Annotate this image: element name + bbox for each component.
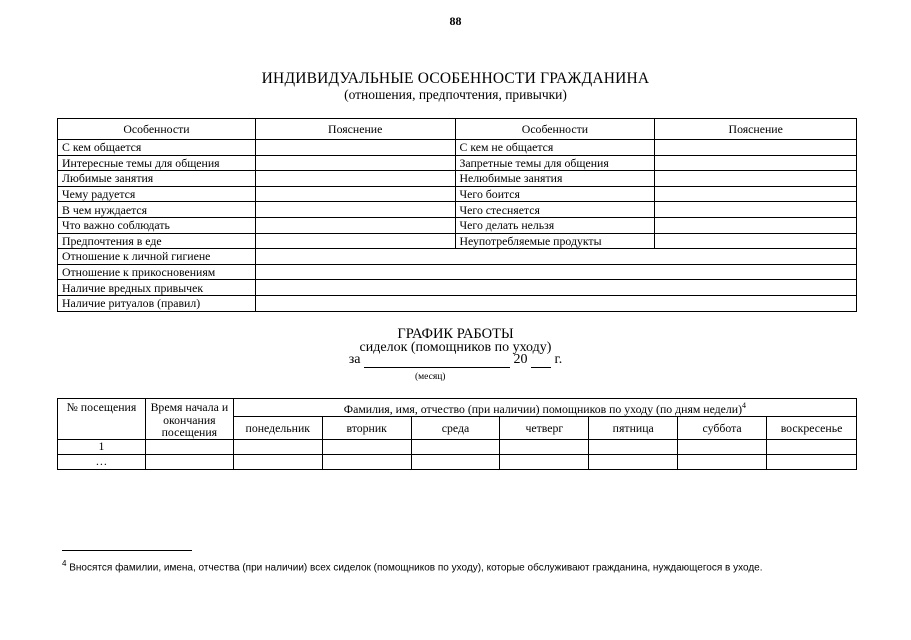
explanation-cell[interactable]: [655, 202, 857, 218]
year-blank[interactable]: [531, 353, 551, 368]
feature-label: С кем общается: [58, 140, 256, 156]
explanation-cell[interactable]: [255, 217, 455, 233]
header-feature-right: Особенности: [455, 119, 655, 140]
explanation-cell-wide[interactable]: [255, 264, 856, 280]
header-feature-left: Особенности: [58, 119, 256, 140]
table-row: [58, 217, 857, 233]
features-table: [57, 118, 857, 312]
header-assistants-label: Фамилия, имя, отчество (при наличии) помощников по уходу (по дням недели): [343, 401, 743, 416]
feature-label: С кем не общается: [455, 140, 655, 156]
schedule-cell[interactable]: [411, 439, 500, 454]
explanation-cell[interactable]: [655, 233, 857, 249]
schedule-cell[interactable]: [589, 439, 678, 454]
schedule-cell[interactable]: [500, 454, 589, 469]
feature-label: Чего делать нельзя: [455, 217, 655, 233]
day-thursday: четверг: [500, 417, 589, 439]
footnote-ref: 4: [742, 400, 747, 410]
header-explanation-right: Пояснение: [655, 119, 857, 140]
day-wednesday: среда: [411, 417, 500, 439]
schedule-cell[interactable]: [145, 454, 233, 469]
feature-label: Что важно соблюдать: [58, 217, 256, 233]
table-row: [58, 155, 857, 171]
day-sunday: воскресенье: [767, 417, 857, 439]
header-visit-no: № посещения: [58, 399, 146, 440]
schedule-subtitle: сиделок (помощников по уходу): [359, 340, 552, 355]
table-row: [58, 140, 857, 156]
visit-number: …: [58, 454, 146, 469]
footnote-divider: [62, 550, 192, 551]
explanation-cell[interactable]: [255, 171, 455, 187]
schedule-cell[interactable]: [233, 439, 322, 454]
feature-label: Наличие вредных привычек: [58, 280, 256, 296]
schedule-cell[interactable]: [678, 439, 767, 454]
footnote-mark: 4: [62, 559, 67, 568]
feature-label: Наличие ритуалов (правил): [58, 295, 256, 311]
feature-label: Отношение к личной гигиене: [58, 249, 256, 265]
explanation-cell-wide[interactable]: [255, 295, 856, 311]
page-number: 88: [449, 14, 462, 28]
table-row: [58, 202, 857, 218]
feature-label: Неупотребляемые продукты: [455, 233, 655, 249]
table-row: [58, 249, 857, 265]
schedule-date-line: [0, 352, 911, 368]
footnote: [62, 556, 854, 576]
visit-number: 1: [58, 439, 146, 454]
explanation-cell[interactable]: [655, 155, 857, 171]
table-row: [58, 295, 857, 311]
day-friday: пятница: [589, 417, 678, 439]
schedule-cell[interactable]: [233, 454, 322, 469]
day-saturday: суббота: [678, 417, 767, 439]
feature-label: Предпочтения в еде: [58, 233, 256, 249]
schedule-header-row: [58, 399, 857, 417]
feature-label: Чего боится: [455, 186, 655, 202]
table-row: [58, 439, 857, 454]
table-row: [58, 454, 857, 469]
schedule-cell[interactable]: [145, 439, 233, 454]
feature-label: В чем нуждается: [58, 202, 256, 218]
feature-label: Чего стесняется: [455, 202, 655, 218]
feature-label: Запретные темы для общения: [455, 155, 655, 171]
date-year: 20: [513, 352, 528, 367]
explanation-cell-wide[interactable]: [255, 249, 856, 265]
explanation-cell[interactable]: [255, 186, 455, 202]
table-row: [58, 264, 857, 280]
explanation-cell[interactable]: [655, 217, 857, 233]
schedule-table: [57, 398, 857, 470]
feature-label: Интересные темы для общения: [58, 155, 256, 171]
explanation-cell[interactable]: [655, 140, 857, 156]
header-assistants: [233, 399, 856, 417]
schedule-cell[interactable]: [589, 454, 678, 469]
explanation-cell[interactable]: [255, 233, 455, 249]
features-header-row: [58, 119, 857, 140]
date-prefix: за: [348, 352, 361, 367]
footnote-text: Вносятся фамилии, имена, отчества (при наличии) всех сиделок (помощников по уходу), которые обслуживают гражданина, нуждающегося в уходе.: [69, 562, 763, 574]
month-caption: (месяц): [415, 372, 446, 382]
explanation-cell-wide[interactable]: [255, 280, 856, 296]
explanation-cell[interactable]: [255, 155, 455, 171]
table-row: [58, 280, 857, 296]
table-row: [58, 233, 857, 249]
features-subtitle: (отношения, предпочтения, привычки): [344, 87, 567, 102]
schedule-cell[interactable]: [411, 454, 500, 469]
day-tuesday: вторник: [322, 417, 411, 439]
explanation-cell[interactable]: [255, 202, 455, 218]
schedule-cell[interactable]: [500, 439, 589, 454]
feature-label: Любимые занятия: [58, 171, 256, 187]
explanation-cell[interactable]: [655, 171, 857, 187]
schedule-cell[interactable]: [767, 439, 857, 454]
day-monday: понедельник: [233, 417, 322, 439]
header-explanation-left: Пояснение: [255, 119, 455, 140]
table-row: [58, 171, 857, 187]
schedule-cell[interactable]: [678, 454, 767, 469]
header-visit-time: Время начала и окончания посещения: [145, 399, 233, 440]
feature-label: Отношение к прикосновениям: [58, 264, 256, 280]
schedule-cell[interactable]: [767, 454, 857, 469]
features-title: ИНДИВИДУАЛЬНЫЕ ОСОБЕННОСТИ ГРАЖДАНИНА: [261, 70, 650, 87]
schedule-cell[interactable]: [322, 454, 411, 469]
date-suffix: г.: [554, 352, 563, 367]
explanation-cell[interactable]: [255, 140, 455, 156]
schedule-cell[interactable]: [322, 439, 411, 454]
table-row: [58, 186, 857, 202]
schedule-title: ГРАФИК РАБОТЫ: [397, 326, 514, 342]
feature-label: Нелюбимые занятия: [455, 171, 655, 187]
month-blank[interactable]: [364, 353, 510, 368]
explanation-cell[interactable]: [655, 186, 857, 202]
feature-label: Чему радуется: [58, 186, 256, 202]
